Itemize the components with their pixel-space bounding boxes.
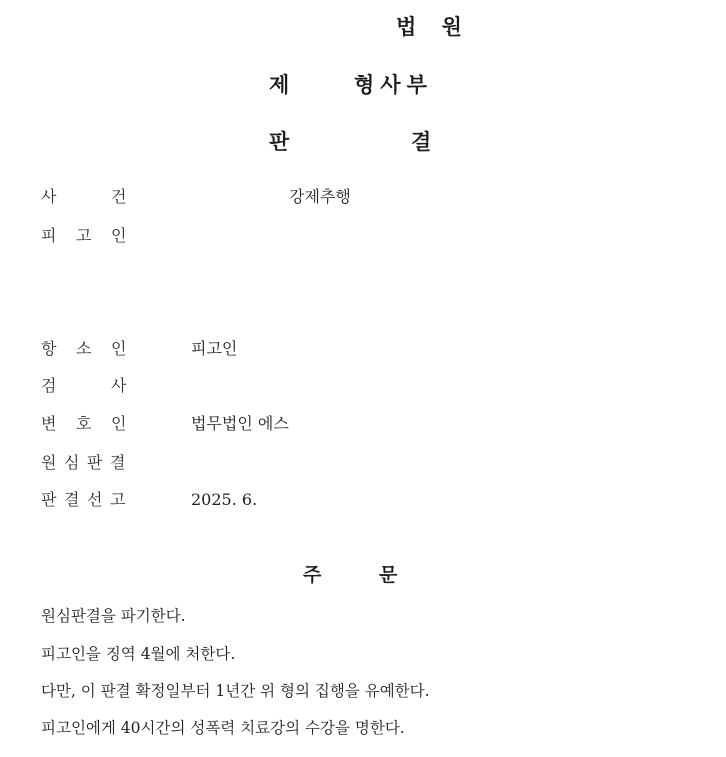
order-line: 피고인에게 40시간의 성폭력 치료강의 수강을 명한다. xyxy=(41,719,405,737)
label-char: 선 xyxy=(87,490,103,509)
label-char: 인 xyxy=(111,226,127,245)
counsel-value: 법무법인 에스 xyxy=(191,414,289,433)
appellant-value: 피고인 xyxy=(191,339,238,358)
label-char: 변 xyxy=(41,414,57,433)
label-char: 심 xyxy=(64,453,80,472)
label-char: 결 xyxy=(110,453,126,472)
label-char: 판 xyxy=(41,490,57,509)
document-title-right: 결 xyxy=(411,130,432,154)
label-char: 인 xyxy=(111,414,127,433)
order-line: 원심판결을 파기한다. xyxy=(41,607,186,625)
label-char: 고 xyxy=(76,226,92,245)
label-char: 호 xyxy=(76,414,92,433)
order-line: 다만, 이 판결 확정일부터 1년간 위 형의 집행을 유예한다. xyxy=(41,682,430,700)
order-title-left: 주 xyxy=(303,564,322,586)
label-char: 소 xyxy=(76,339,92,358)
label-char: 인 xyxy=(111,339,127,358)
division-prefix: 제 xyxy=(269,73,290,97)
order-line: 피고인을 징역 4월에 처한다. xyxy=(41,645,236,663)
label-char: 사 xyxy=(41,187,57,206)
label-char: 판 xyxy=(87,453,103,472)
label-char: 검 xyxy=(41,376,57,395)
label-char: 건 xyxy=(111,187,127,206)
division-name: 형사부 xyxy=(354,73,433,97)
case-name-value: 강제추행 xyxy=(289,187,351,206)
label-char: 사 xyxy=(111,376,127,395)
label-char: 피 xyxy=(41,226,57,245)
label-char: 고 xyxy=(110,490,126,509)
court-name: 법 원 xyxy=(396,15,471,39)
label-char: 원 xyxy=(41,453,57,472)
document-title-left: 판 xyxy=(269,130,290,154)
order-title-right: 문 xyxy=(379,564,398,586)
sentencing-date-value: 2025. 6. xyxy=(191,490,258,509)
label-char: 결 xyxy=(64,490,80,509)
label-char: 항 xyxy=(41,339,57,358)
